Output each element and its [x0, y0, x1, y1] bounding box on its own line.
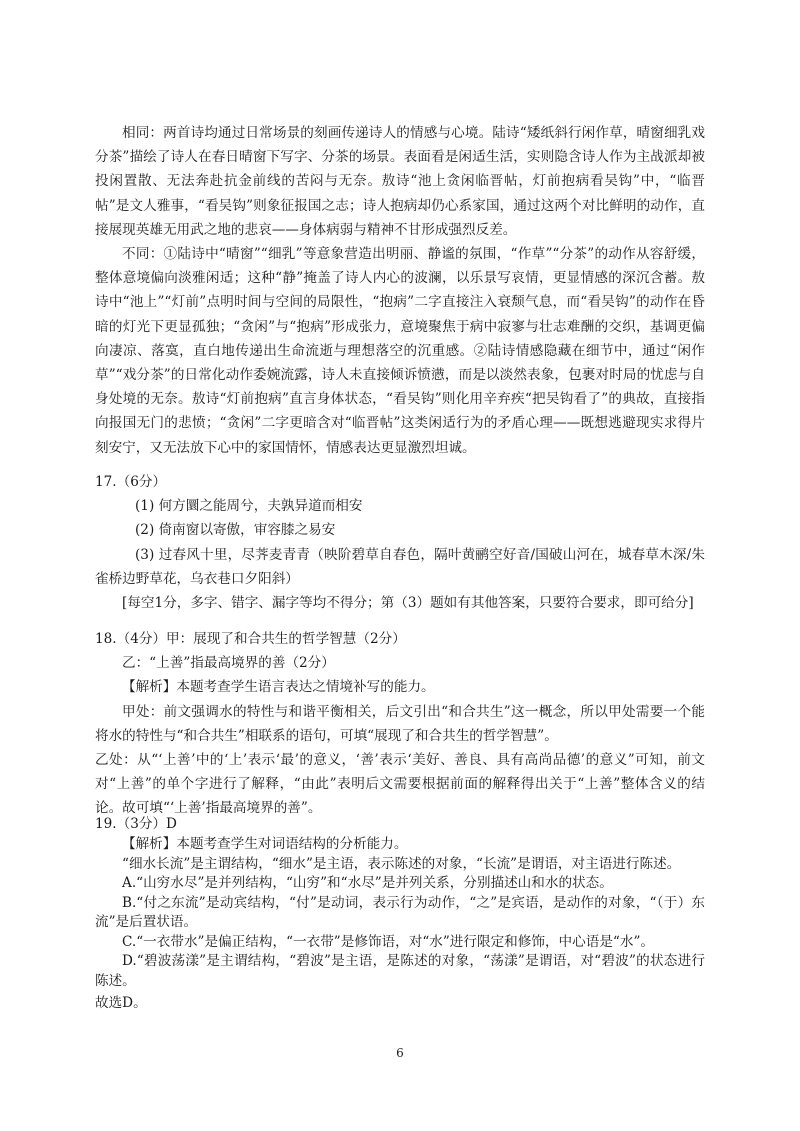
q18-jia-explanation: 甲处：前文强调水的特性与和谐平衡相关，后文引出“和合共生”这一概念，所以甲处需要一个能将水的特性与“和合共生”相联系的语句，可填“展现了和合共生的哲学智慧”。 [95, 703, 705, 744]
q19-option-d: D.“碧波荡漾”是主谓结构，“碧波”是主语，是陈述的对象，“荡漾”是谓语，对“碧波”的状态进行陈述。 [95, 953, 705, 989]
q19-option-c: C.“一衣带水”是偏正结构，“一衣带”是修饰语，对“水”进行限定和修饰，中心语是“水”。 [122, 933, 655, 950]
q16-diff-paragraph: 不同：①陆诗中“晴窗”“细乳”等意象营造出明丽、静谧的氛围，“作草”“分茶”的动作从容舒缓，整体意境偏向淡雅闲适；这种“静”掩盖了诗人内心的波澜，以乐景写哀情，更显情感的深沉含蓄。敖诗中“池上”“灯前”点明时间与空间的局限性，“抱病”二字直接注入衰颓气息，而“看吴钩”的动作在昏暗的灯光下更显孤独；“贪闲”与“抱病”形成张力，意境聚焦于病中寂寥与壮志难酬的交织，基调更偏向凄凉、落寞，直白地传递出生命流逝与理想落空的沉重感。②陆诗情感隐藏在细节中，通过“闲作草”“戏分茶”的日常化动作委婉流露，诗人未直接倾诉愤懑，而是以淡然表象，包裹对时局的忧虑与自身处境的无奈。敖诗“灯前抱病”直言身体状态，“看吴钩”则化用辛弃疾“把吴钩看了”的典故，直接指向报国无门的悲愤；“贪闲”二字更暗含对“临晋帖”这类闲适行为的矛盾心理——既想逃避现实求得片刻安宁，又无法放下心中的家国情怀，情感表达更显激烈坦诚。 [95, 246, 705, 456]
q19-option-a: A.“山穷水尽”是并列结构，“山穷”和“水尽”是并列关系，分别描述山和水的状态。 [122, 875, 613, 891]
q19-answer [95, 813, 705, 1015]
q19-analysis-label: 【解析】本题考查学生对词语结构的分析能力。 [122, 836, 408, 852]
q19-intro: “细水长流”是主谓结构，“细水”是主语，表示陈述的对象，“长流”是谓语，对主语进行陈述。 [122, 855, 681, 872]
q17-heading: 17.（6分） [95, 474, 167, 490]
q17-answer-3: (3) 过春风十里，尽荠麦青青（映阶碧草自春色，隔叶黄鹂空好音/国破山河在，城春草木深/朱雀桥边野草花，乌衣巷口夕阳斜） [95, 546, 705, 587]
q18-analysis-label: 【解析】本题考查学生语言表达之情境补写的能力。 [122, 679, 435, 696]
q18-answer-b: 乙：“上善”指最高境界的善（2分） [122, 655, 335, 672]
q18-heading: 18.（4分）甲：展现了和合共生的哲学智慧（2分） [95, 631, 406, 647]
q19-option-b: B.“付之东流”是动宾结构，“付”是动词，表示行为动作，“之”是宾语，是动作的对象，“（于）东流”是后置状语。 [95, 894, 705, 930]
q16-same-paragraph: 相同：两首诗均通过日常场景的刻画传递诗人的情感与心境。陆诗“矮纸斜行闲作草，晴窗细乳戏分茶”描绘了诗人在春日晴窗下写字、分茶的场景。表面看是闲适生活，实则隐含诗人作为主战派却被投闲置散、无法奔赴抗金前线的苦闷与无奈。敖诗“池上贪闲临晋帖，灯前抱病看吴钩”中，“临晋帖”是文人雅事，“看吴钩”则象征报国之志；诗人抱病却仍心系家国，通过这两个对比鲜明的动作，直接展现英雄无用武之地的悲哀——身体病弱与精神不甘形成强烈反差。 [95, 125, 705, 238]
q17-scoring-note: [每空1分，多字、错字、漏字等均不得分；第（3）题如有其他答案，只要符合要求，即可给分] [122, 595, 694, 612]
q17-answer-1: (1) 何方圜之能周兮，夫孰异道而相安 [135, 498, 363, 515]
q19-heading: 19.（3分）D [95, 816, 177, 832]
page-number: 6 [396, 1046, 404, 1060]
q16-answer [95, 121, 705, 460]
q17-answer [95, 470, 705, 615]
q18-yi-explanation: 乙处：从“‘上善’中的‘上’表示‘最’的意义，‘善’表示‘美好、善良、具有高尚品德’的意义”可知，前文对“上善”的单个字进行了解释，“由此”表明后文需要根据前面的解释得出关于“上善”整体含义的结论。故可填“‘上善’指最高境界的善”。 [95, 752, 705, 817]
q19-final-answer: 故选D。 [95, 995, 147, 1011]
q17-answer-2: (2) 倚南窗以寄傲，审容膝之易安 [135, 522, 336, 539]
q18-answer [95, 627, 705, 821]
